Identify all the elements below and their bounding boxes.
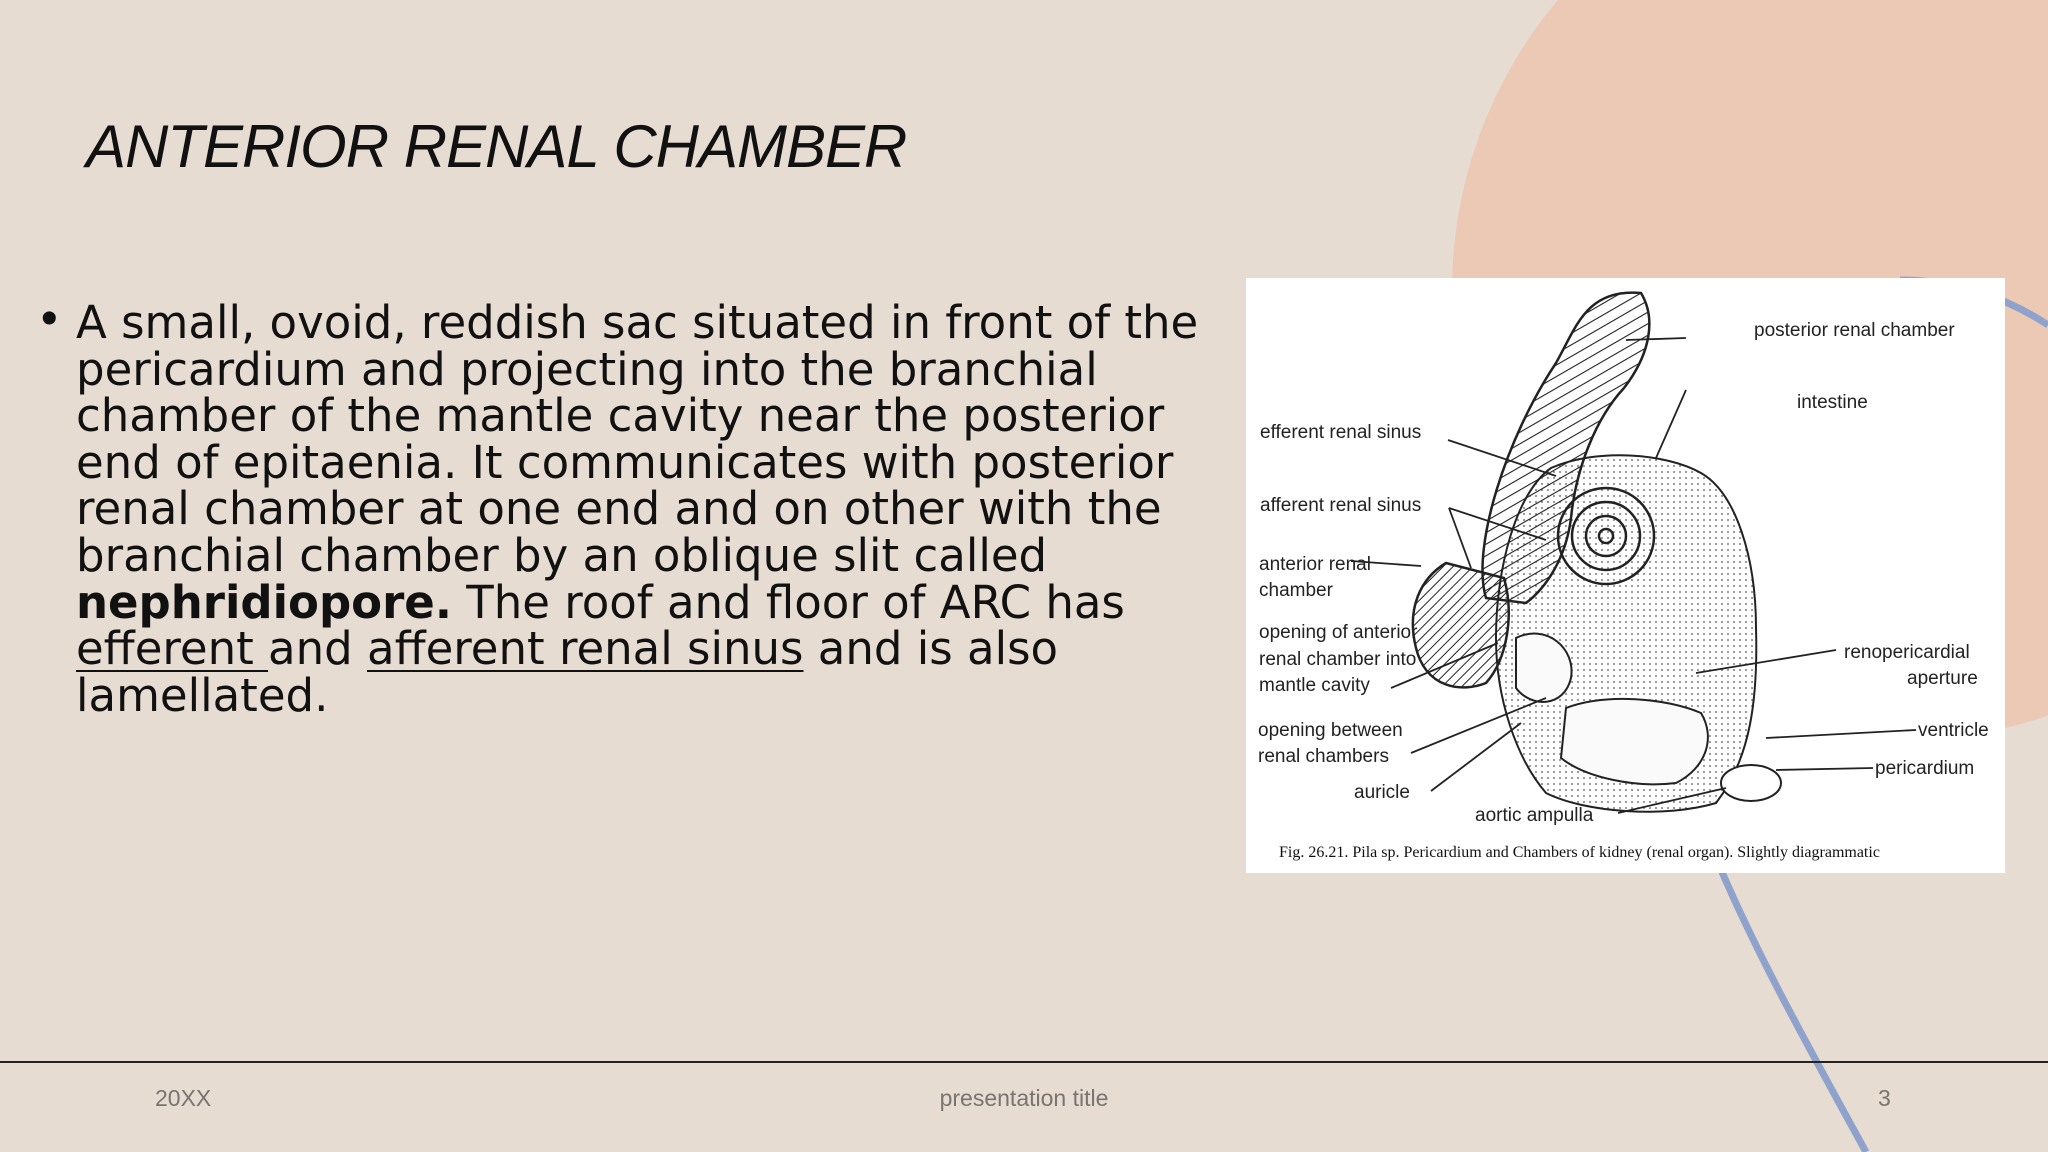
body-text [36, 293, 1216, 722]
slide-title: ANTERIOR RENAL CHAMBER [86, 113, 907, 180]
kidney-diagram-figure [1246, 278, 2005, 873]
body-part-2: The roof and floor of ARC has [451, 575, 1125, 629]
label-opening-anterior-1: opening of anterior [1259, 622, 1418, 643]
anterior-renal-chamber-shape [1413, 563, 1509, 687]
label-opening-between-1: opening between [1258, 720, 1403, 741]
bullet-list [36, 293, 1216, 722]
label-opening-between-2: renal chambers [1258, 746, 1389, 767]
label-renopericardial-1: renopericardial [1844, 642, 1970, 663]
label-auricle: auricle [1354, 782, 1410, 803]
footer-date: 20XX [155, 1085, 212, 1111]
body-part-3: and [268, 622, 368, 676]
body-part-1: A small, ovoid, reddish sac situated in front of the pericardium and projecting into the branchial chamber of the mantle cavity near the posterior end of epitaenia. It communicates with posterior renal chamber at one end and on other with the branchial chamber by an oblique slit called [76, 296, 1199, 582]
footer-presentation-title: presentation title [939, 1085, 1109, 1111]
footer-divider [0, 1061, 2048, 1063]
figure-caption: Fig. 26.21. Pila sp. Pericardium and Chambers of kidney (renal organ). Slightly diagrammatic [1279, 844, 1880, 861]
label-pericardium: pericardium [1875, 758, 1975, 779]
body-part-4: and is also lamellated. [76, 622, 1059, 722]
label-renopericardial-2: aperture [1907, 668, 1978, 689]
label-ventricle: ventricle [1918, 720, 1989, 741]
bullet-item [36, 293, 1216, 722]
label-opening-anterior-2: renal chamber into [1259, 649, 1417, 670]
label-aortic-ampulla: aortic ampulla [1475, 805, 1594, 826]
kidney-diagram [1246, 278, 2005, 873]
label-efferent-renal-sinus: efferent renal sinus [1260, 422, 1422, 443]
label-opening-anterior-3: mantle cavity [1259, 675, 1370, 696]
slide-number: 3 [1878, 1085, 1891, 1111]
term-afferent-renal-sinus: afferent renal sinus [367, 622, 804, 676]
bullet-icon: • [36, 293, 63, 346]
label-anterior-renal-1: anterior renal [1259, 554, 1371, 575]
label-intestine: intestine [1797, 392, 1868, 413]
ventricle-shape [1561, 699, 1708, 784]
label-anterior-renal-2: chamber [1259, 580, 1333, 601]
term-nephridiopore: nephridiopore. [76, 575, 452, 629]
label-posterior-renal-chamber: posterior renal chamber [1754, 320, 1955, 341]
aortic-ampulla-shape [1721, 765, 1781, 801]
label-afferent-renal-sinus: afferent renal sinus [1260, 495, 1422, 516]
term-efferent: efferent [76, 622, 269, 676]
